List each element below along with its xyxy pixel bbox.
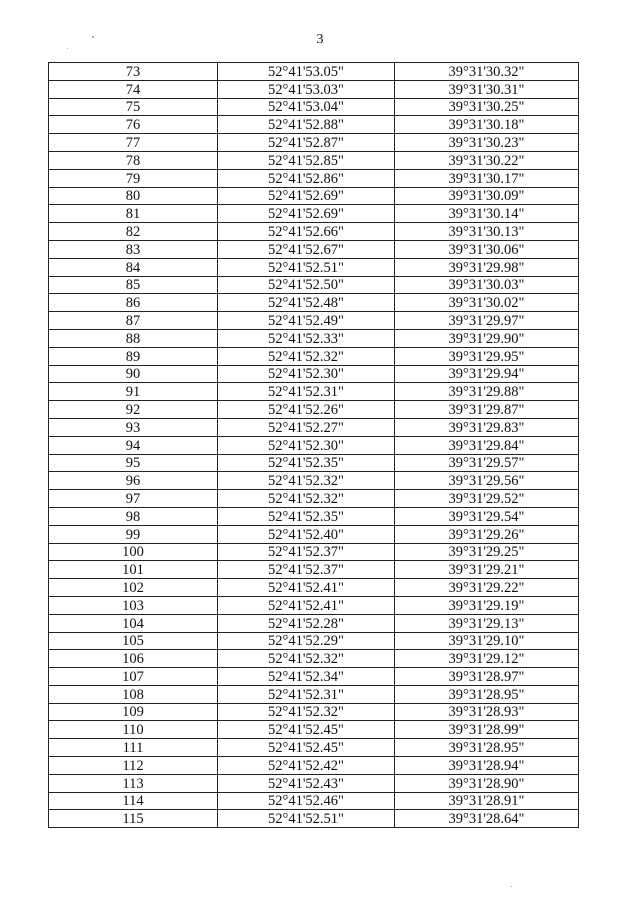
point-number-cell: 100 <box>49 543 218 561</box>
latitude-cell: 52°41'52.50" <box>218 276 395 294</box>
latitude-cell: 52°41'52.41" <box>218 596 395 614</box>
longitude-cell: 39°31'29.12" <box>395 650 579 668</box>
table-row <box>49 792 579 810</box>
point-number-cell: 73 <box>49 63 218 81</box>
latitude-cell: 52°41'52.33" <box>218 329 395 347</box>
latitude-cell: 52°41'53.04" <box>218 98 395 116</box>
longitude-cell: 39°31'30.18" <box>395 116 579 134</box>
table-row <box>49 685 579 703</box>
point-number-cell: 99 <box>49 525 218 543</box>
latitude-cell: 52°41'52.34" <box>218 668 395 686</box>
point-number-cell: 92 <box>49 401 218 419</box>
table-row <box>49 561 579 579</box>
point-number-cell: 75 <box>49 98 218 116</box>
longitude-cell: 39°31'28.94" <box>395 757 579 775</box>
latitude-cell: 52°41'52.31" <box>218 685 395 703</box>
table-row <box>49 312 579 330</box>
table-row <box>49 223 579 241</box>
latitude-cell: 52°41'52.45" <box>218 739 395 757</box>
point-number-cell: 78 <box>49 151 218 169</box>
latitude-cell: 52°41'52.66" <box>218 223 395 241</box>
longitude-cell: 39°31'29.90" <box>395 329 579 347</box>
latitude-cell: 52°41'53.05" <box>218 63 395 81</box>
point-number-cell: 77 <box>49 134 218 152</box>
latitude-cell: 52°41'52.69" <box>218 205 395 223</box>
longitude-cell: 39°31'28.90" <box>395 774 579 792</box>
longitude-cell: 39°31'29.88" <box>395 383 579 401</box>
table-row <box>49 418 579 436</box>
scan-speck <box>511 886 512 887</box>
point-number-cell: 102 <box>49 579 218 597</box>
longitude-cell: 39°31'30.03" <box>395 276 579 294</box>
scan-speck <box>92 36 94 38</box>
point-number-cell: 84 <box>49 258 218 276</box>
table-row <box>49 757 579 775</box>
table-row <box>49 294 579 312</box>
latitude-cell: 52°41'52.32" <box>218 347 395 365</box>
table-row <box>49 80 579 98</box>
point-number-cell: 115 <box>49 810 218 828</box>
point-number-cell: 79 <box>49 169 218 187</box>
point-number-cell: 104 <box>49 614 218 632</box>
point-number-cell: 109 <box>49 703 218 721</box>
table-row <box>49 739 579 757</box>
latitude-cell: 52°41'52.32" <box>218 703 395 721</box>
table-row <box>49 668 579 686</box>
longitude-cell: 39°31'29.52" <box>395 490 579 508</box>
longitude-cell: 39°31'29.19" <box>395 596 579 614</box>
table-row <box>49 596 579 614</box>
table-row <box>49 507 579 525</box>
latitude-cell: 52°41'52.67" <box>218 240 395 258</box>
point-number-cell: 107 <box>49 668 218 686</box>
point-number-cell: 90 <box>49 365 218 383</box>
point-number-cell: 81 <box>49 205 218 223</box>
point-number-cell: 112 <box>49 757 218 775</box>
table-row <box>49 632 579 650</box>
point-number-cell: 86 <box>49 294 218 312</box>
latitude-cell: 52°41'52.35" <box>218 507 395 525</box>
table-row <box>49 347 579 365</box>
latitude-cell: 52°41'52.35" <box>218 454 395 472</box>
latitude-cell: 52°41'52.69" <box>218 187 395 205</box>
point-number-cell: 74 <box>49 80 218 98</box>
point-number-cell: 94 <box>49 436 218 454</box>
longitude-cell: 39°31'29.26" <box>395 525 579 543</box>
table-row <box>49 579 579 597</box>
coordinates-table <box>48 62 579 828</box>
longitude-cell: 39°31'30.25" <box>395 98 579 116</box>
latitude-cell: 52°41'52.37" <box>218 543 395 561</box>
latitude-cell: 52°41'52.41" <box>218 579 395 597</box>
table-row <box>49 151 579 169</box>
point-number-cell: 97 <box>49 490 218 508</box>
longitude-cell: 39°31'30.02" <box>395 294 579 312</box>
point-number-cell: 88 <box>49 329 218 347</box>
coordinates-table-body <box>49 63 579 828</box>
point-number-cell: 89 <box>49 347 218 365</box>
latitude-cell: 52°41'52.32" <box>218 490 395 508</box>
longitude-cell: 39°31'28.99" <box>395 721 579 739</box>
page-number: 3 <box>316 32 324 47</box>
longitude-cell: 39°31'28.64" <box>395 810 579 828</box>
latitude-cell: 52°41'52.88" <box>218 116 395 134</box>
point-number-cell: 82 <box>49 223 218 241</box>
longitude-cell: 39°31'30.22" <box>395 151 579 169</box>
longitude-cell: 39°31'29.21" <box>395 561 579 579</box>
latitude-cell: 52°41'52.51" <box>218 810 395 828</box>
latitude-cell: 52°41'52.31" <box>218 383 395 401</box>
latitude-cell: 52°41'52.45" <box>218 721 395 739</box>
longitude-cell: 39°31'28.93" <box>395 703 579 721</box>
longitude-cell: 39°31'30.13" <box>395 223 579 241</box>
latitude-cell: 52°41'52.48" <box>218 294 395 312</box>
table-row <box>49 116 579 134</box>
point-number-cell: 114 <box>49 792 218 810</box>
longitude-cell: 39°31'29.83" <box>395 418 579 436</box>
point-number-cell: 113 <box>49 774 218 792</box>
latitude-cell: 52°41'53.03" <box>218 80 395 98</box>
table-row <box>49 205 579 223</box>
table-row <box>49 169 579 187</box>
table-row <box>49 454 579 472</box>
longitude-cell: 39°31'29.10" <box>395 632 579 650</box>
longitude-cell: 39°31'29.54" <box>395 507 579 525</box>
longitude-cell: 39°31'29.13" <box>395 614 579 632</box>
scan-speck <box>67 48 68 49</box>
table-row <box>49 721 579 739</box>
table-row <box>49 490 579 508</box>
longitude-cell: 39°31'29.56" <box>395 472 579 490</box>
table-row <box>49 525 579 543</box>
point-number-cell: 101 <box>49 561 218 579</box>
longitude-cell: 39°31'28.95" <box>395 739 579 757</box>
latitude-cell: 52°41'52.46" <box>218 792 395 810</box>
longitude-cell: 39°31'29.87" <box>395 401 579 419</box>
point-number-cell: 87 <box>49 312 218 330</box>
table-row <box>49 543 579 561</box>
table-row <box>49 810 579 828</box>
latitude-cell: 52°41'52.42" <box>218 757 395 775</box>
longitude-cell: 39°31'30.32" <box>395 63 579 81</box>
latitude-cell: 52°41'52.85" <box>218 151 395 169</box>
latitude-cell: 52°41'52.32" <box>218 472 395 490</box>
longitude-cell: 39°31'30.23" <box>395 134 579 152</box>
longitude-cell: 39°31'30.14" <box>395 205 579 223</box>
point-number-cell: 95 <box>49 454 218 472</box>
table-row <box>49 365 579 383</box>
point-number-cell: 111 <box>49 739 218 757</box>
longitude-cell: 39°31'28.97" <box>395 668 579 686</box>
latitude-cell: 52°41'52.30" <box>218 365 395 383</box>
table-row <box>49 650 579 668</box>
latitude-cell: 52°41'52.43" <box>218 774 395 792</box>
table-row <box>49 276 579 294</box>
table-row <box>49 258 579 276</box>
point-number-cell: 93 <box>49 418 218 436</box>
latitude-cell: 52°41'52.30" <box>218 436 395 454</box>
point-number-cell: 85 <box>49 276 218 294</box>
table-row <box>49 703 579 721</box>
longitude-cell: 39°31'29.25" <box>395 543 579 561</box>
longitude-cell: 39°31'30.06" <box>395 240 579 258</box>
longitude-cell: 39°31'30.31" <box>395 80 579 98</box>
point-number-cell: 110 <box>49 721 218 739</box>
point-number-cell: 105 <box>49 632 218 650</box>
point-number-cell: 106 <box>49 650 218 668</box>
point-number-cell: 83 <box>49 240 218 258</box>
latitude-cell: 52°41'52.40" <box>218 525 395 543</box>
table-row <box>49 401 579 419</box>
latitude-cell: 52°41'52.87" <box>218 134 395 152</box>
table-row <box>49 329 579 347</box>
point-number-cell: 103 <box>49 596 218 614</box>
longitude-cell: 39°31'30.09" <box>395 187 579 205</box>
latitude-cell: 52°41'52.29" <box>218 632 395 650</box>
latitude-cell: 52°41'52.26" <box>218 401 395 419</box>
point-number-cell: 80 <box>49 187 218 205</box>
table-row <box>49 436 579 454</box>
table-row <box>49 98 579 116</box>
latitude-cell: 52°41'52.86" <box>218 169 395 187</box>
table-row <box>49 472 579 490</box>
point-number-cell: 108 <box>49 685 218 703</box>
table-row <box>49 134 579 152</box>
latitude-cell: 52°41'52.49" <box>218 312 395 330</box>
table-row <box>49 614 579 632</box>
longitude-cell: 39°31'29.94" <box>395 365 579 383</box>
latitude-cell: 52°41'52.32" <box>218 650 395 668</box>
longitude-cell: 39°31'28.91" <box>395 792 579 810</box>
latitude-cell: 52°41'52.51" <box>218 258 395 276</box>
table-row <box>49 383 579 401</box>
longitude-cell: 39°31'29.57" <box>395 454 579 472</box>
latitude-cell: 52°41'52.28" <box>218 614 395 632</box>
longitude-cell: 39°31'29.95" <box>395 347 579 365</box>
point-number-cell: 96 <box>49 472 218 490</box>
longitude-cell: 39°31'29.22" <box>395 579 579 597</box>
point-number-cell: 91 <box>49 383 218 401</box>
point-number-cell: 76 <box>49 116 218 134</box>
table-row <box>49 63 579 81</box>
longitude-cell: 39°31'29.97" <box>395 312 579 330</box>
longitude-cell: 39°31'28.95" <box>395 685 579 703</box>
longitude-cell: 39°31'29.98" <box>395 258 579 276</box>
table-row <box>49 187 579 205</box>
longitude-cell: 39°31'30.17" <box>395 169 579 187</box>
table-row <box>49 240 579 258</box>
longitude-cell: 39°31'29.84" <box>395 436 579 454</box>
latitude-cell: 52°41'52.37" <box>218 561 395 579</box>
table-row <box>49 774 579 792</box>
point-number-cell: 98 <box>49 507 218 525</box>
latitude-cell: 52°41'52.27" <box>218 418 395 436</box>
